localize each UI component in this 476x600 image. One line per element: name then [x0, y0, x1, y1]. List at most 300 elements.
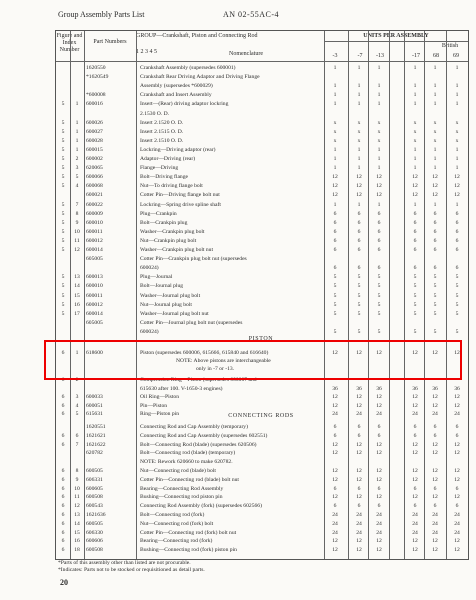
- units-cell: 6: [433, 237, 437, 244]
- units-cell: 24: [332, 411, 338, 418]
- figure-number: 5: [61, 146, 65, 153]
- part-number: 600543: [86, 503, 103, 510]
- units-cell: 12: [432, 450, 438, 457]
- units-cell: 24: [412, 411, 418, 418]
- units-cell: 5: [357, 292, 361, 299]
- units-cell: 24: [356, 529, 362, 536]
- units-cell: 6: [413, 210, 417, 217]
- units-cell: x: [357, 119, 361, 126]
- units-cell: 12: [412, 450, 418, 457]
- index-number: 12: [74, 503, 80, 510]
- nomenclature: Compression Ring—Piston (supersedes 600007 and: [140, 377, 257, 383]
- table-row: [56, 402, 468, 410]
- figure-number: 6: [61, 476, 65, 483]
- figure-number: 5: [61, 292, 65, 299]
- units-cell: 1: [357, 201, 361, 208]
- units-cell: 6: [413, 219, 417, 226]
- units-cell: 6: [377, 485, 381, 492]
- part-number: 600014: [86, 310, 103, 317]
- table-row: [56, 423, 468, 431]
- units-cell: 5: [455, 301, 459, 308]
- part-number: 600010: [86, 283, 103, 290]
- units-cell: 36: [412, 385, 418, 392]
- figure-number: 6: [61, 441, 65, 448]
- figure-number: 5: [61, 128, 65, 135]
- nomenclature: 2.1530 O. D.: [140, 110, 170, 117]
- table-row: [56, 273, 468, 281]
- index-number: 10: [74, 485, 80, 492]
- part-number: 600015: [86, 146, 103, 153]
- parts-table: [55, 30, 469, 560]
- table-row: [56, 328, 468, 336]
- table-row: [56, 319, 468, 327]
- units-cell: 12: [356, 350, 362, 356]
- index-number: 1: [75, 119, 79, 126]
- table-row: [56, 255, 468, 263]
- index-number: 18: [74, 547, 80, 554]
- units-cell: 12: [356, 468, 362, 474]
- nomenclature: 615630 after 100. V-1650-3 engines): [140, 385, 223, 392]
- units-cell: 24: [412, 529, 418, 536]
- index-number: 4: [75, 402, 79, 409]
- units-cell: 5: [413, 292, 417, 299]
- nomenclature: Oil Ring—Piston: [140, 394, 180, 401]
- units-cell: 12: [376, 394, 382, 401]
- units-cell: 12: [332, 476, 338, 483]
- index-number: 6: [75, 432, 79, 439]
- units-cell: 6: [433, 265, 437, 272]
- nomenclature: Bushing—Connecting rod (fork) piston pin: [140, 547, 237, 554]
- units-cell: 6: [433, 432, 437, 439]
- nomenclature: Ring—Piston pin: [140, 411, 180, 418]
- units-cell: 24: [432, 411, 438, 418]
- index-number: 1: [75, 137, 79, 144]
- units-cell: 12: [454, 174, 460, 181]
- part-number: 600009: [86, 210, 103, 217]
- col-header-3: -3: [332, 53, 338, 59]
- index-number: 13: [74, 512, 80, 518]
- units-cell: 12: [412, 394, 418, 401]
- units-cell: 6: [413, 265, 417, 272]
- units-cell: 6: [413, 432, 417, 439]
- part-number: 600505: [86, 520, 103, 527]
- units-cell: 1: [455, 156, 459, 162]
- units-cell: 6: [413, 237, 417, 244]
- units-cell: 5: [333, 283, 337, 290]
- figure-number: 5: [61, 274, 65, 281]
- table-row: [56, 441, 468, 449]
- figure-number: 5: [61, 201, 65, 208]
- units-cell: 24: [432, 512, 438, 518]
- nomenclature: Cotter Pin—Connecting rod (blade) bolt nut: [140, 476, 239, 483]
- nomenclature: NOTE: Rework 620660 to make 620782.: [140, 459, 233, 466]
- units-cell: 6: [357, 219, 361, 226]
- table-row: [56, 182, 468, 190]
- units-cell: 12: [376, 183, 382, 190]
- units-cell: 5: [413, 283, 417, 290]
- units-cell: 36: [332, 385, 338, 392]
- table-row: [56, 237, 468, 245]
- units-cell: 1: [433, 201, 437, 208]
- units-cell: 1: [377, 156, 381, 162]
- units-cell: 12: [432, 350, 438, 356]
- footnote-2: *Indicates: Parts not to be stocked or requisitioned as detail parts.: [58, 567, 205, 573]
- part-number: 600022: [86, 201, 103, 208]
- part-number: 600013: [86, 274, 103, 281]
- nomenclature: 600024): [140, 265, 159, 272]
- nomenclature: Crankshaft and Insert Assembly: [140, 92, 212, 99]
- index-number: 8: [75, 210, 79, 217]
- figure-number: 5: [61, 301, 65, 308]
- units-cell: 1: [377, 83, 381, 90]
- part-number: 600011: [86, 228, 103, 235]
- figure-number: 5: [61, 183, 65, 190]
- units-cell: 6: [377, 265, 381, 272]
- part-number: 600021: [86, 192, 103, 199]
- units-cell: 12: [432, 468, 438, 474]
- units-cell: 12: [356, 441, 362, 448]
- nomenclature: Crankshaft Assembly (supersedes 600001): [140, 65, 236, 71]
- table-row: [56, 537, 468, 545]
- figure-number: 6: [61, 485, 65, 492]
- units-cell: 6: [455, 485, 459, 492]
- units-cell: 12: [454, 192, 460, 199]
- table-row: [56, 164, 468, 172]
- nomenclature: Insert 2.1515 O. D.: [140, 128, 184, 135]
- units-cell: 5: [333, 310, 337, 317]
- table-row: [56, 246, 468, 254]
- index-number: 1: [75, 350, 79, 356]
- table-row: [56, 511, 468, 519]
- header-title: Group Assembly Parts List: [58, 10, 145, 19]
- nomenclature: Cotter Pin—Journal plug bolt nut (supersedes: [140, 319, 243, 326]
- units-cell: 5: [333, 274, 337, 281]
- units-cell: 6: [413, 228, 417, 235]
- nomenclature: Flange—Driving: [140, 165, 179, 172]
- index-number: 15: [74, 292, 80, 299]
- figure-number: 6: [61, 503, 65, 510]
- index-number: 7: [75, 441, 79, 448]
- units-cell: 1: [377, 165, 381, 172]
- part-number: 620782: [86, 450, 103, 457]
- units-cell: 12: [356, 394, 362, 401]
- index-number: 5: [75, 174, 79, 181]
- nomenclature: Cotter Pin—Driving flange bolt nut: [140, 192, 220, 199]
- table-row: [56, 520, 468, 528]
- units-cell: 12: [432, 538, 438, 545]
- nomenclature: Cotter Pin—Connecting rod (fork) bolt nut: [140, 529, 237, 536]
- units-cell: 12: [454, 441, 460, 448]
- figure-index-header: Figure and Index Number: [56, 33, 83, 53]
- british-header: British: [441, 43, 459, 49]
- units-cell: 6: [377, 503, 381, 510]
- figure-number: 6: [61, 520, 65, 527]
- units-cell: 1: [377, 146, 381, 153]
- units-cell: 24: [356, 512, 362, 518]
- index-number: 14: [74, 283, 80, 290]
- nomenclature: Insert 2.1510 O. D.: [140, 137, 184, 144]
- units-cell: 12: [356, 402, 362, 409]
- nomenclature: Nut—To driving flange bolt: [140, 183, 203, 190]
- units-cell: 1: [455, 101, 459, 108]
- units-cell: 12: [356, 174, 362, 181]
- figure-number: 6: [61, 547, 65, 554]
- units-cell: 12: [376, 468, 382, 474]
- nomenclature: Assembly (supersedes *600029): [140, 83, 213, 90]
- units-cell: 6: [455, 210, 459, 217]
- figure-number: 6: [61, 529, 65, 536]
- units-cell: 24: [432, 520, 438, 527]
- units-cell: 12: [356, 547, 362, 554]
- units-cell: 1: [333, 156, 337, 162]
- units-cell: 1: [455, 146, 459, 153]
- units-cell: 12: [356, 192, 362, 199]
- units-cell: 12: [454, 538, 460, 545]
- units-cell: 12: [332, 468, 338, 474]
- units-cell: 24: [356, 520, 362, 527]
- part-number: 1621622: [86, 441, 106, 448]
- units-cell: 6: [377, 237, 381, 244]
- table-row: [56, 119, 468, 127]
- units-cell: 24: [454, 529, 460, 536]
- nomenclature: Bushing—Connecting rod piston pin: [140, 494, 223, 501]
- index-number: 16: [74, 538, 80, 545]
- units-cell: x: [433, 119, 437, 126]
- units-cell: 36: [432, 385, 438, 392]
- nomenclature: Lockring—Driving adaptor (rear): [140, 146, 216, 153]
- units-cell: 12: [454, 476, 460, 483]
- units-cell: 12: [412, 476, 418, 483]
- units-cell: 1: [377, 201, 381, 208]
- units-cell: 5: [377, 283, 381, 290]
- table-row: [56, 393, 468, 401]
- part-number: 600508: [86, 547, 103, 554]
- units-cell: x: [357, 128, 361, 135]
- part-number: 600066: [86, 174, 103, 181]
- units-cell: 12: [356, 494, 362, 501]
- units-cell: 6: [455, 219, 459, 226]
- units-cell: 6: [433, 424, 437, 430]
- units-cell: 1: [333, 101, 337, 108]
- units-cell: 1: [433, 65, 437, 71]
- units-cell: 6: [333, 485, 337, 492]
- nomenclature: Bolt—Journal plug: [140, 283, 184, 290]
- highlight-box: [44, 340, 462, 380]
- col-header-7: -7: [357, 53, 363, 59]
- table-row: [56, 210, 468, 218]
- part-number: *1620549: [86, 74, 109, 81]
- units-cell: x: [333, 119, 337, 126]
- units-cell: 24: [454, 512, 460, 518]
- index-number: 14: [74, 520, 80, 527]
- units-cell: 5: [413, 301, 417, 308]
- units-cell: 12: [454, 350, 460, 356]
- units-cell: 6: [357, 432, 361, 439]
- nomenclature: Lockring—Spring drive spline shaft: [140, 201, 221, 208]
- nomenclature: Nut—Journal plug bolt: [140, 301, 192, 308]
- units-cell: 5: [455, 310, 459, 317]
- units-cell: 12: [412, 402, 418, 409]
- units-cell: 24: [454, 411, 460, 418]
- nomenclature: Cotter Pin—Crankpin plug bolt nut (supersedes: [140, 256, 247, 263]
- units-cell: 36: [454, 385, 460, 392]
- nomenclature: Nut—Crankpin plug bolt: [140, 237, 197, 244]
- units-cell: 6: [433, 247, 437, 253]
- units-cell: 1: [433, 146, 437, 153]
- units-cell: 12: [332, 494, 338, 501]
- indent-levels: 1 2 3 4 5: [136, 49, 157, 55]
- part-number: 1621636: [86, 512, 106, 518]
- units-cell: 6: [377, 424, 381, 430]
- units-cell: 5: [455, 328, 459, 335]
- table-row: [56, 493, 468, 501]
- units-cell: 12: [356, 538, 362, 545]
- nomenclature: Connecting Rod and Cap Assembly (supersedes 602551): [140, 432, 268, 439]
- col-header-69: 69: [453, 53, 459, 59]
- units-cell: 6: [377, 228, 381, 235]
- units-cell: 6: [357, 265, 361, 272]
- units-cell: x: [333, 137, 337, 144]
- units-cell: x: [377, 128, 381, 135]
- part-number: 600505: [86, 468, 103, 474]
- units-cell: 12: [332, 192, 338, 199]
- units-cell: 12: [332, 183, 338, 190]
- units-cell: 1: [377, 101, 381, 108]
- piston-section-title: PISTON: [248, 336, 274, 342]
- units-cell: 1: [357, 146, 361, 153]
- units-cell: 6: [455, 424, 459, 430]
- units-cell: 5: [333, 292, 337, 299]
- units-cell: 36: [376, 385, 382, 392]
- nomenclature: Insert—(Rear) driving adaptor lockring: [140, 101, 229, 108]
- units-cell: 1: [357, 156, 361, 162]
- units-cell: 12: [376, 494, 382, 501]
- units-cell: 1: [455, 201, 459, 208]
- units-cell: 12: [376, 174, 382, 181]
- units-cell: 5: [377, 301, 381, 308]
- units-cell: 12: [432, 441, 438, 448]
- nomenclature: Bolt—Connecting Rod (blade) (supersedes 620506): [140, 441, 257, 448]
- units-cell: 12: [332, 450, 338, 457]
- units-cell: 5: [377, 292, 381, 299]
- index-number: 16: [74, 301, 80, 308]
- units-cell: 6: [357, 503, 361, 510]
- header-bottom-rule: [56, 61, 468, 62]
- units-cell: 12: [332, 547, 338, 554]
- part-number: 606330: [86, 529, 103, 536]
- units-cell: 12: [454, 494, 460, 501]
- units-cell: x: [413, 137, 417, 144]
- units-cell: 12: [376, 538, 382, 545]
- table-row: [56, 485, 468, 493]
- units-cell: x: [455, 137, 459, 144]
- index-number: 12: [74, 247, 80, 253]
- units-cell: 1: [455, 83, 459, 90]
- units-cell: 12: [376, 192, 382, 199]
- units-cell: 24: [432, 529, 438, 536]
- figure-number: 6: [61, 394, 65, 401]
- units-cell: 12: [454, 183, 460, 190]
- figure-number: 5: [61, 247, 65, 253]
- part-number: 605005: [86, 256, 103, 263]
- units-cell: x: [413, 128, 417, 135]
- index-number: 1: [75, 146, 79, 153]
- nomenclature: Nut—Connecting rod (blade) bolt: [140, 468, 216, 474]
- units-cell: 12: [332, 538, 338, 545]
- index-number: 8: [75, 468, 79, 474]
- figure-number: 5: [61, 119, 65, 126]
- units-cell: 6: [357, 210, 361, 217]
- units-cell: 5: [433, 301, 437, 308]
- units-cell: 5: [433, 310, 437, 317]
- units-cell: 12: [412, 192, 418, 199]
- page-number: 20: [60, 578, 68, 587]
- units-cell: x: [357, 137, 361, 144]
- part-number: 606331: [86, 476, 103, 483]
- units-cell: 12: [432, 192, 438, 199]
- figure-number: 5: [61, 174, 65, 181]
- units-cell: 1: [455, 92, 459, 99]
- units-cell: 24: [332, 512, 338, 518]
- units-cell: 12: [432, 494, 438, 501]
- units-cell: 12: [454, 402, 460, 409]
- units-cell: 6: [357, 228, 361, 235]
- units-cell: 12: [432, 476, 438, 483]
- figure-number: 6: [61, 411, 65, 418]
- units-cell: 6: [333, 219, 337, 226]
- part-number: 1620550: [86, 65, 106, 71]
- table-row: [56, 219, 468, 227]
- index-number: 13: [74, 274, 80, 281]
- units-cell: 12: [376, 476, 382, 483]
- part-number: 618600: [86, 350, 103, 356]
- units-cell: 5: [377, 274, 381, 281]
- figure-number: 5: [61, 219, 65, 226]
- figure-number: 6: [61, 432, 65, 439]
- index-number: 3: [75, 165, 79, 172]
- part-number: 600051: [86, 402, 103, 409]
- figure-number: 5: [61, 156, 65, 162]
- units-cell: 12: [356, 450, 362, 457]
- figure-number: 5: [61, 228, 65, 235]
- units-cell: x: [433, 128, 437, 135]
- piston-note-line-1: NOTE: Above pistons are interchangeable: [176, 358, 271, 364]
- units-cell: 12: [412, 174, 418, 181]
- part-number: 600027: [86, 128, 103, 135]
- units-cell: 24: [376, 512, 382, 518]
- table-row: [56, 155, 468, 163]
- units-cell: 12: [454, 450, 460, 457]
- footnote-1: *Parts of this assembly other than listed are not procurable.: [58, 560, 191, 566]
- units-cell: 1: [377, 65, 381, 71]
- units-cell: 6: [455, 228, 459, 235]
- part-number: 1620551: [86, 424, 106, 430]
- units-cell: 1: [433, 101, 437, 108]
- units-cell: 1: [413, 201, 417, 208]
- part-number: 600605: [86, 485, 103, 492]
- index-number: 15: [74, 529, 80, 536]
- units-cell: 5: [433, 328, 437, 335]
- units-cell: 24: [412, 520, 418, 527]
- units-cell: 12: [412, 494, 418, 501]
- figure-number: 5: [61, 283, 65, 290]
- units-cell: 1: [333, 83, 337, 90]
- table-row: [56, 529, 468, 537]
- units-cell: 36: [356, 385, 362, 392]
- table-row: [56, 410, 468, 418]
- table-row: [56, 432, 468, 440]
- units-cell: 12: [454, 394, 460, 401]
